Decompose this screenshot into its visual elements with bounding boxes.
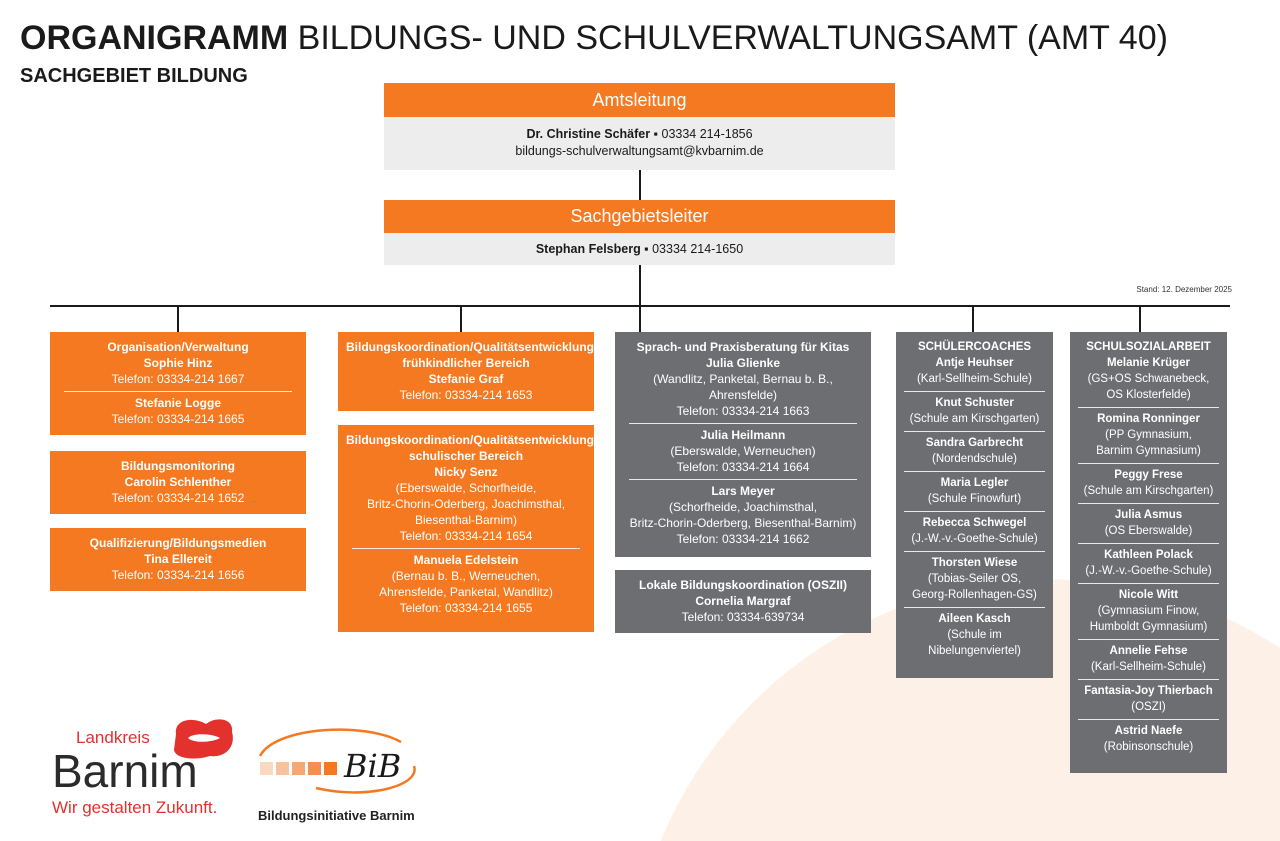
connector <box>639 305 641 332</box>
entry-detail: (Schule Finowfurt) <box>927 493 1022 505</box>
sachgebietsleiter-phone: ▪ 03334 214-1650 <box>640 242 744 256</box>
org-unit-box <box>50 332 306 435</box>
person-section <box>1072 466 1225 501</box>
person-section <box>58 338 298 389</box>
entry-detail: (J.-W.-v.-Goethe-Schule) <box>1085 565 1212 577</box>
divider <box>904 431 1045 432</box>
entry-detail: Telefon: 03334-214 1665 <box>111 412 245 426</box>
entry-heading: Stefanie Logge <box>134 396 221 410</box>
person-section <box>1072 642 1225 677</box>
entry-detail: (Schule im <box>947 629 1002 641</box>
entry-detail: Biesenthal-Barnim) <box>414 513 518 527</box>
entry-detail: (Bernau b. B., Werneuchen, <box>391 569 541 583</box>
divider <box>352 548 580 549</box>
entry-heading: Kathleen Polack <box>1104 549 1193 561</box>
entry-detail: Britz-Chorin-Oderberg, Joachimsthal, <box>366 497 566 511</box>
entry-detail: Telefon: 03334-214 1652 <box>111 491 245 505</box>
entry-detail: Humboldt Gymnasium) <box>1089 621 1208 633</box>
entry-heading: Nicole Witt <box>1118 589 1179 601</box>
entry-heading: Julia Heilmann <box>700 428 786 442</box>
entry-heading: Manuela Edelstein <box>413 553 519 567</box>
connector <box>177 305 179 332</box>
person-section <box>1072 410 1225 461</box>
divider <box>904 607 1045 608</box>
org-unit-box <box>615 570 871 633</box>
bib-caption: Bildungsinitiative Barnim <box>258 808 415 823</box>
entry-heading: Romina Ronninger <box>1097 413 1200 425</box>
logo-landkreis-barnim <box>52 716 232 826</box>
date-stamp: Stand: 12. Dezember 2025 <box>1136 285 1232 294</box>
entry-heading: Rebecca Schwegel <box>922 517 1027 529</box>
divider <box>904 471 1045 472</box>
person-section <box>898 554 1051 605</box>
entry-detail: (GS+OS Schwanebeck, <box>1087 373 1210 385</box>
entry-heading: Aileen Kasch <box>938 613 1011 625</box>
entry-detail: Telefon: 03334-214 1667 <box>111 372 245 386</box>
entry-detail: (Eberswalde, Werneuchen) <box>670 444 816 458</box>
entry-detail: Telefon: 03334-214 1656 <box>111 568 245 582</box>
amtsleitung-email[interactable]: bildungs-schulverwaltungsamt@kvbarnim.de <box>515 144 764 158</box>
entry-heading: Bildungskoordination/Qualitätsentwicklung <box>346 433 595 447</box>
entry-detail: (Tobias-Seiler OS, <box>927 573 1022 585</box>
sachgebietsleiter-details <box>384 233 895 265</box>
person-section <box>58 394 298 429</box>
entry-detail: Telefon: 03334-214 1662 <box>676 532 810 546</box>
entry-detail: Telefon: 03334-214 1655 <box>399 601 533 615</box>
entry-detail: Telefon: 03334-639734 <box>681 610 805 624</box>
divider <box>1078 407 1219 408</box>
divider <box>1078 463 1219 464</box>
entry-heading: Thorsten Wiese <box>931 557 1018 569</box>
page-title <box>20 18 1168 58</box>
entry-detail: Britz-Chorin-Oderberg, Biesenthal-Barnim) <box>629 516 857 530</box>
entry-heading: Annelie Fehse <box>1109 645 1188 657</box>
connector <box>639 265 641 306</box>
org-unit-box <box>50 528 306 591</box>
person-section <box>898 610 1051 661</box>
divider <box>1078 543 1219 544</box>
entry-heading: Peggy Frese <box>1114 469 1183 481</box>
person-section <box>623 576 863 627</box>
entry-heading: Antje Heuhser <box>935 357 1014 369</box>
entry-detail: Ahrensfelde) <box>708 388 778 402</box>
entry-heading: Maria Legler <box>940 477 1009 489</box>
entry-detail: (J.-W.-v.-Goethe-Schule) <box>911 533 1038 545</box>
person-section <box>898 338 1051 389</box>
entry-heading: Organisation/Verwaltung <box>107 340 249 354</box>
entry-detail: Telefon: 03334-214 1664 <box>676 460 810 474</box>
entry-detail: (Eberswalde, Schorfheide, <box>395 481 537 495</box>
person-section <box>58 457 298 508</box>
org-unit-box <box>50 451 306 514</box>
entry-detail: (Nordendschule) <box>931 453 1017 465</box>
person-section <box>1072 506 1225 541</box>
divider <box>904 551 1045 552</box>
entry-heading: Knut Schuster <box>935 397 1014 409</box>
entry-heading: Sandra Garbrecht <box>925 437 1024 449</box>
entry-heading: Cornelia Margraf <box>695 594 791 608</box>
entry-heading: Julia Asmus <box>1114 509 1183 521</box>
person-section <box>346 431 595 546</box>
bib-mark: BiB <box>344 747 402 785</box>
barnim-slogan: Wir gestalten Zukunft. <box>52 798 218 817</box>
divider <box>64 391 292 392</box>
entry-detail: (Karl-Sellheim-Schule) <box>1090 661 1207 673</box>
person-section <box>623 482 863 549</box>
entry-detail: OS Klosterfelde) <box>1106 389 1191 401</box>
person-section <box>1072 682 1225 717</box>
person-section <box>346 338 595 405</box>
divider <box>629 479 857 480</box>
entry-heading: Lokale Bildungskoordination (OSZII) <box>638 578 847 592</box>
person-section <box>58 534 298 585</box>
entry-heading: SCHÜLERCOACHES <box>917 341 1032 353</box>
entry-heading: Fantasia-Joy Thierbach <box>1084 685 1213 697</box>
divider <box>904 511 1045 512</box>
person-section <box>623 426 863 477</box>
entry-heading: Melanie Krüger <box>1106 357 1191 369</box>
sachgebietsleiter-name: Stephan Felsberg <box>535 242 641 256</box>
entry-detail: (Wandlitz, Panketal, Bernau b. B., <box>653 372 833 386</box>
entry-heading: frühkindlicher Bereich <box>402 356 530 370</box>
org-unit-box <box>1070 332 1227 773</box>
person-section <box>898 474 1051 509</box>
divider <box>629 423 857 424</box>
entry-detail: (Schorfheide, Joachimsthal, <box>668 500 818 514</box>
entry-detail: Georg-Rollenhagen-GS) <box>912 589 1037 601</box>
amtsleitung-name: Dr. Christine Schäfer <box>526 127 651 141</box>
person-section <box>1072 546 1225 581</box>
entry-detail: (Schule am Kirschgarten) <box>909 413 1040 425</box>
entry-detail: Telefon: 03334-214 1653 <box>399 388 533 402</box>
barnim-line2: Barnim <box>52 745 198 797</box>
entry-heading: Julia Glienke <box>705 356 781 370</box>
divider <box>1078 583 1219 584</box>
entry-heading: Astrid Naefe <box>1114 725 1183 737</box>
entry-heading: Nicky Senz <box>434 465 498 479</box>
amtsleitung-details <box>384 117 895 170</box>
logo-bib <box>256 726 426 826</box>
person-section <box>623 338 863 421</box>
org-unit-box <box>338 332 594 411</box>
entry-heading: Tina Ellereit <box>144 552 212 566</box>
divider <box>1078 679 1219 680</box>
entry-heading: Sprach- und Praxisberatung für Kitas <box>636 340 850 354</box>
title-bold: ORGANIGRAMM <box>20 19 289 57</box>
amtsleitung-header: Amtsleitung <box>384 83 895 117</box>
entry-detail: Nibelungenviertel) <box>928 645 1021 657</box>
entry-heading: Lars Meyer <box>711 484 775 498</box>
page-subtitle: SACHGEBIET BILDUNG <box>20 65 248 87</box>
entry-detail: (Robinsonschule) <box>1103 741 1194 753</box>
connector <box>639 170 641 200</box>
org-unit-box <box>896 332 1053 678</box>
entry-detail: (PP Gymnasium, <box>1105 429 1192 441</box>
title-rest: BILDUNGS- UND SCHULVERWALTUNGSAMT (AMT 40) <box>288 19 1168 57</box>
divider <box>904 391 1045 392</box>
entry-detail: (OSZI) <box>1131 701 1166 713</box>
person-section <box>1072 586 1225 637</box>
connector <box>1139 305 1141 332</box>
divider <box>1078 503 1219 504</box>
connector <box>972 305 974 332</box>
entry-detail: (Karl-Sellheim-Schule) <box>916 373 1033 385</box>
entry-heading: Carolin Schlenther <box>124 475 232 489</box>
entry-heading: Sophie Hinz <box>143 356 213 370</box>
entry-detail: (OS Eberswalde) <box>1104 525 1193 537</box>
entry-heading: schulischer Bereich <box>408 449 524 463</box>
barnim-line1: Landkreis <box>76 728 150 747</box>
entry-heading: Bildungskoordination/Qualitätsentwicklung <box>346 340 595 354</box>
person-section <box>346 551 586 618</box>
amtsleitung-phone: ▪ 03334 214-1856 <box>650 127 753 141</box>
divider <box>1078 639 1219 640</box>
entry-detail: Telefon: 03334-214 1663 <box>676 404 810 418</box>
person-section <box>898 514 1051 549</box>
entry-detail: Telefon: 03334-214 1654 <box>399 529 533 543</box>
connector <box>460 305 462 332</box>
person-section <box>1072 338 1225 405</box>
entry-detail: Ahrensfelde, Panketal, Wandlitz) <box>379 585 553 599</box>
entry-detail: (Schule am Kirschgarten) <box>1083 485 1214 497</box>
sachgebietsleiter-header: Sachgebietsleiter <box>384 200 895 233</box>
entry-detail: Barnim Gymnasium) <box>1096 445 1201 457</box>
entry-heading: Bildungsmonitoring <box>121 459 235 473</box>
org-unit-box <box>338 425 594 632</box>
person-section <box>898 434 1051 469</box>
org-unit-box <box>615 332 871 557</box>
entry-heading: SCHULSOZIALARBEIT <box>1086 341 1211 353</box>
entry-detail: (Gymnasium Finow, <box>1097 605 1200 617</box>
person-section <box>898 394 1051 429</box>
entry-heading: Stefanie Graf <box>428 372 504 386</box>
divider <box>1078 719 1219 720</box>
person-section <box>1072 722 1225 757</box>
entry-heading: Qualifizierung/Bildungsmedien <box>89 536 267 550</box>
